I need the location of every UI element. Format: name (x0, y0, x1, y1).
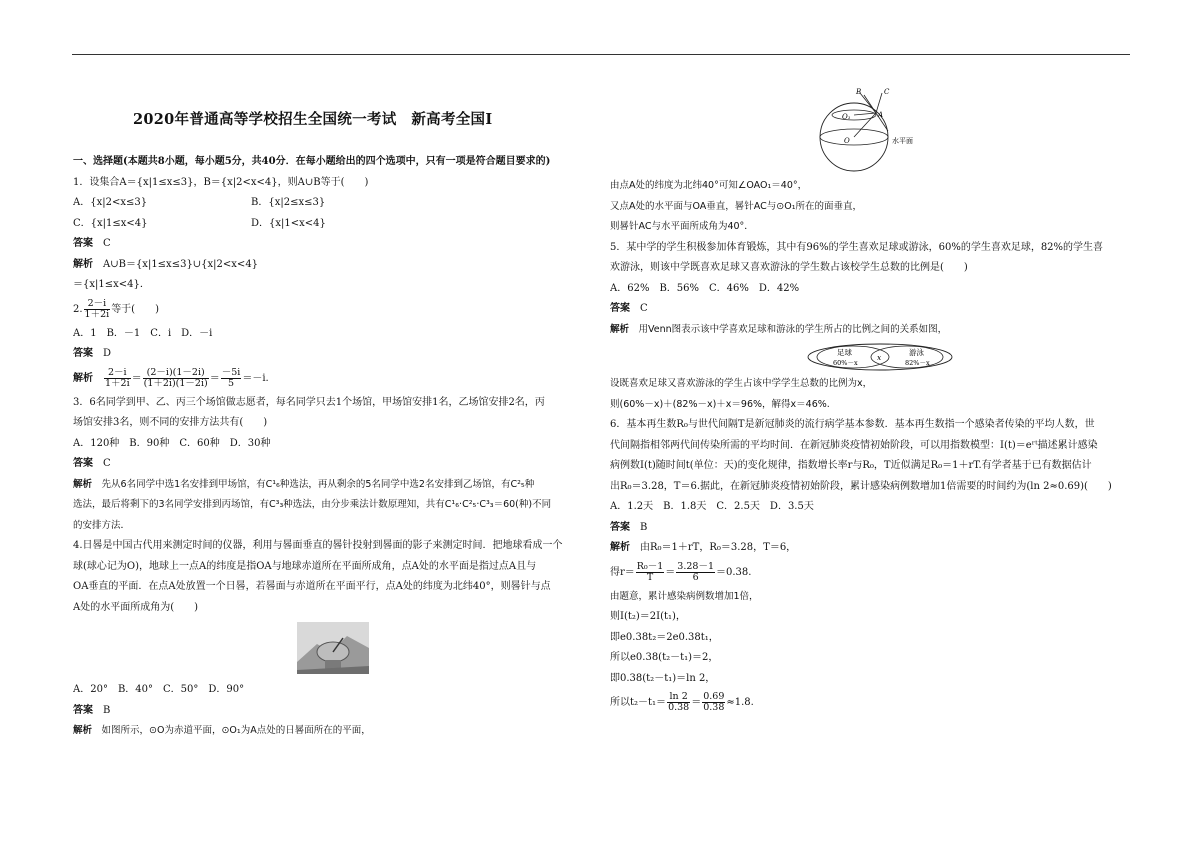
analysis-prefix: 得r＝ (610, 566, 635, 578)
q2-analysis: 解析 $\frac{2-i}{1+2i}$ ＝ $\frac{(2-i)(1-2i)}{(1+2i)(1-2i)}$ ＝ $\frac{-5i}{5}$ ＝－i. (73, 366, 269, 389)
q5-answer (610, 299, 1130, 320)
answer-value: B (103, 704, 111, 716)
venn-left-label: 足球 (837, 348, 852, 357)
answer-value: C (103, 458, 111, 469)
q3-options: A．120种 B．90种 C．60种 D．30种 (73, 437, 271, 449)
denominator: T (646, 571, 654, 583)
label-b: B (856, 88, 862, 96)
q5-stem-2: 欢游泳，则该中学既喜欢足球又喜欢游泳的学生数占该校学生总数的比例是( ) (610, 262, 968, 273)
answer-value: C (103, 238, 111, 249)
q6-options: A．1.2天 B．1.8天 C．2.5天 D．3.5天 (610, 501, 814, 512)
q6-stem-2: 代间隔指相邻两代间传染所需的平均时间．在新冠肺炎疫情初始阶段，可以用指数模型：I(t)＝eʳᵗ描述累计感染 (610, 439, 1098, 451)
venn-left-sub: 60%－x (833, 359, 858, 367)
analysis-label: 解析 (610, 323, 630, 335)
q6-stem-3: 病例数I(t)随时间t(单位：天)的变化规律，指数增长率r与R₀，T近似满足R₀＝1＋rT.有学者基于已有数据估计 (610, 460, 1092, 471)
q1-stem: 1．设集合A＝{x|1≤x≤3}，B＝{x|2<x<4}，则A∪B等于( ) (73, 176, 369, 188)
label-horizontal-plane: 水平面 (892, 137, 913, 145)
q6-analysis-6: 所以e0.38(t₂－t₁)＝2， (610, 652, 719, 663)
fraction (636, 562, 665, 583)
denominator: 0.38 (703, 702, 725, 713)
answer-label: 答案 (73, 704, 93, 716)
q1-analysis-2: ＝{x|1≤x<4}． (73, 279, 150, 290)
left-column (73, 152, 591, 742)
q6-analysis (610, 538, 1130, 559)
analysis-tail: ＝0.38. (716, 566, 752, 578)
analysis-label: 解析 (73, 372, 93, 384)
denominator: 6 (692, 571, 699, 583)
answer-label: 答案 (610, 521, 630, 533)
q3-stem-1: 3．6名同学到甲、乙、丙三个场馆做志愿者，每名同学只去1个场馆，甲场馆安排1名，乙场馆安排2名，丙 (73, 396, 545, 408)
analysis-label: 解析 (73, 258, 93, 270)
q5-analysis-3: 则(60%－x)＋(82%－x)＋x＝96%，解得x＝46%. (610, 398, 830, 410)
fraction (702, 692, 725, 713)
q3-stem-2: 场馆安排3名，则不同的安排方法共有( ) (73, 417, 268, 428)
q1-option-c: C．{x|1≤x<4} (73, 217, 148, 229)
q5-analysis-2: 设既喜欢足球又喜欢游泳的学生占该中学学生总数的比例为x， (610, 378, 873, 389)
venn-right-label: 游泳 (909, 348, 924, 357)
q4-stem-3: OA垂直的平面．在点A处放置一个日晷，若晷面与赤道所在平面平行，点A处的纬度为北纬40°，则晷针与点 (73, 581, 551, 592)
q2-suffix: 等于( ) (111, 303, 159, 315)
numerator: 2－i (84, 299, 111, 310)
globe-diagram (806, 85, 946, 180)
denominator: 0.38 (668, 702, 690, 713)
q4-stem-2: 球(球心记为O)，地球上一点A的纬度是指OA与地球赤道所在平面所成角，点A处的水平面是指过点A且与 (73, 560, 537, 572)
label-o1: O₁ (842, 113, 851, 121)
answer-value: D (103, 348, 112, 359)
q6-analysis-7: 即0.38(t₂－t₁)＝ln 2， (610, 672, 716, 684)
venn-mid-label: x (877, 353, 882, 362)
answer-label: 答案 (73, 238, 93, 249)
answer-label: 答案 (610, 303, 630, 314)
page-title: 2020年普通高等学校招生全国统一考试 新高考全国Ⅰ (133, 111, 493, 128)
numerator: 3.28－1 (677, 560, 714, 572)
q6-analysis-2: 得r＝ $\frac{\text{R₀－1}}{T}$ ＝ $\frac{3.28-1}{6}$ ＝0.38. (610, 560, 752, 583)
analysis-text: 如图所示，⊙O为赤道平面，⊙O₁为A点处的日晷面所在的平面， (101, 725, 371, 736)
q3-analysis-2: 选法，最后将剩下的3名同学安排到丙场馆，有C³₃种选法，由分步乘法计数原理知，共有C¹₆·C²₅·C³₃＝60(种)不同 (73, 499, 552, 510)
right-column (610, 176, 1130, 717)
numerator: ln 2 (667, 692, 690, 703)
q6-analysis-3: 由题意，累计感染病例数增加1倍， (610, 590, 759, 602)
q6-answer (610, 518, 1130, 539)
answer-value: C (640, 303, 648, 314)
q2-fraction (84, 299, 111, 320)
q5-analysis (610, 320, 1130, 341)
section-heading: 一、选择题(本题共8小题，每小题5分，共40分．在每小题给出的四个选项中，只有一项是符合题目要求的) (73, 156, 551, 167)
q4-analysis-r3: 则晷针AC与水平面所成角为40°． (610, 221, 754, 232)
q4-analysis (73, 721, 591, 742)
sundial-figure (73, 618, 591, 680)
numerator: R₀－1 (636, 560, 664, 572)
answer-label: 答案 (73, 348, 93, 359)
label-c: C (884, 88, 890, 96)
analysis-tail: ＝－i. (242, 372, 269, 384)
numerator: (2－i)(1－2i) (143, 368, 209, 379)
q6-stem-4: 出R₀＝3.28，T＝6.据此，在新冠肺炎疫情初始阶段，累计感染病例数增加1倍需要的时间约为(ln 2≈0.69)( ) (610, 480, 1112, 492)
q1-option-a: A．{x|2<x≤3} (73, 197, 148, 208)
q3-answer (73, 454, 591, 475)
numerator: 2－i (104, 368, 131, 379)
q2-stem (73, 296, 591, 324)
q1-options-ab (73, 193, 591, 214)
fraction (104, 368, 131, 389)
numerator: 0.69 (703, 691, 725, 702)
q1-analysis (73, 255, 591, 276)
q4-answer (73, 701, 591, 722)
q4-stem-1: 4.日晷是中国古代用来测定时间的仪器，利用与晷面垂直的晷针投射到晷面的影子来测定时间．把地球看成一个 (73, 540, 563, 551)
analysis-text: 由R₀＝1＋rT，R₀＝3.28，T＝6， (640, 542, 797, 553)
q6-analysis-4: 则I(t₂)＝2I(t₁)， (610, 611, 686, 622)
denominator: (1＋2i)(1－2i) (143, 377, 208, 389)
q6-analysis-8: 所以t₂－t₁＝ $\frac{\ln 2}{0.38}$ ＝ $\frac{0.69}{0.38}$ ≈1.8. (610, 691, 754, 713)
analysis-text: A∪B＝{x|1≤x≤3}∪{x|2<x<4} (103, 258, 259, 270)
fraction (221, 368, 242, 389)
answer-value: B (640, 521, 648, 533)
answer-label: 答案 (73, 458, 93, 469)
q5-stem-1: 5．某中学的学生积极参加体育锻炼，其中有96%的学生喜欢足球或游泳，60%的学生喜欢足球，82%的学生喜 (610, 241, 1104, 253)
q1-option-b: B．{x|2≤x≤3} (251, 197, 326, 208)
analysis-tail: ≈1.8. (726, 697, 754, 708)
q2-options: A．1 B．－1 C．i D．－i (73, 327, 213, 339)
sundial-photo-icon (297, 622, 369, 674)
numerator: －5i (221, 366, 241, 378)
analysis-prefix: 所以t₂－t₁＝ (610, 697, 667, 708)
q4-analysis-r2: 又点A处的水平面与OA垂直，晷针AC与⊙O₁所在的面垂直， (610, 200, 863, 212)
q4-options: A．20° B．40° C．50° D．90° (73, 684, 245, 695)
fraction (676, 562, 715, 583)
analysis-text: 先从6名同学中选1名安排到甲场馆，有C¹₆种选法，再从剩余的5名同学中选2名安排到乙场馆，有C²₅种 (101, 478, 535, 490)
denominator: 1＋2i (84, 308, 110, 320)
analysis-label: 解析 (73, 478, 93, 490)
q2-answer (73, 344, 591, 365)
q4-analysis-r1: 由点A处的纬度为北纬40°可知∠OAO₁＝40°， (610, 180, 808, 191)
q4-stem-4: A处的水平面所成角为( ) (73, 601, 199, 613)
q6-analysis-5: 即e0.38t₂＝2e0.38t₁， (610, 631, 719, 643)
venn-figure (610, 340, 1130, 374)
label-a: A (878, 111, 884, 119)
q1-options-cd (73, 214, 591, 235)
q3-analysis-3: 的安排方法． (73, 519, 131, 531)
analysis-label: 解析 (610, 542, 630, 553)
q2-number: 2. (73, 303, 83, 315)
fraction (667, 692, 690, 713)
header-rule (72, 54, 1130, 55)
denominator: 5 (228, 377, 235, 389)
fraction (143, 368, 209, 389)
venn-diagram (805, 342, 955, 372)
venn-right-sub: 82%－x (905, 359, 930, 367)
q1-answer (73, 234, 591, 255)
q1-option-d: D．{x|1<x<4} (251, 217, 326, 229)
analysis-text: 用Venn图表示该中学喜欢足球和游泳的学生所占的比例之间的关系如图， (638, 323, 948, 335)
analysis-label: 解析 (73, 725, 93, 736)
denominator: 1＋2i (105, 377, 130, 389)
q5-options: A．62% B．56% C．46% D．42% (610, 282, 800, 294)
label-o: O (844, 137, 850, 145)
q3-analysis (73, 475, 591, 496)
q6-stem-1: 6．基本再生数R₀与世代间隔T是新冠肺炎的流行病学基本参数．基本再生数指一个感染者传染的平均人数，世 (610, 419, 1095, 430)
